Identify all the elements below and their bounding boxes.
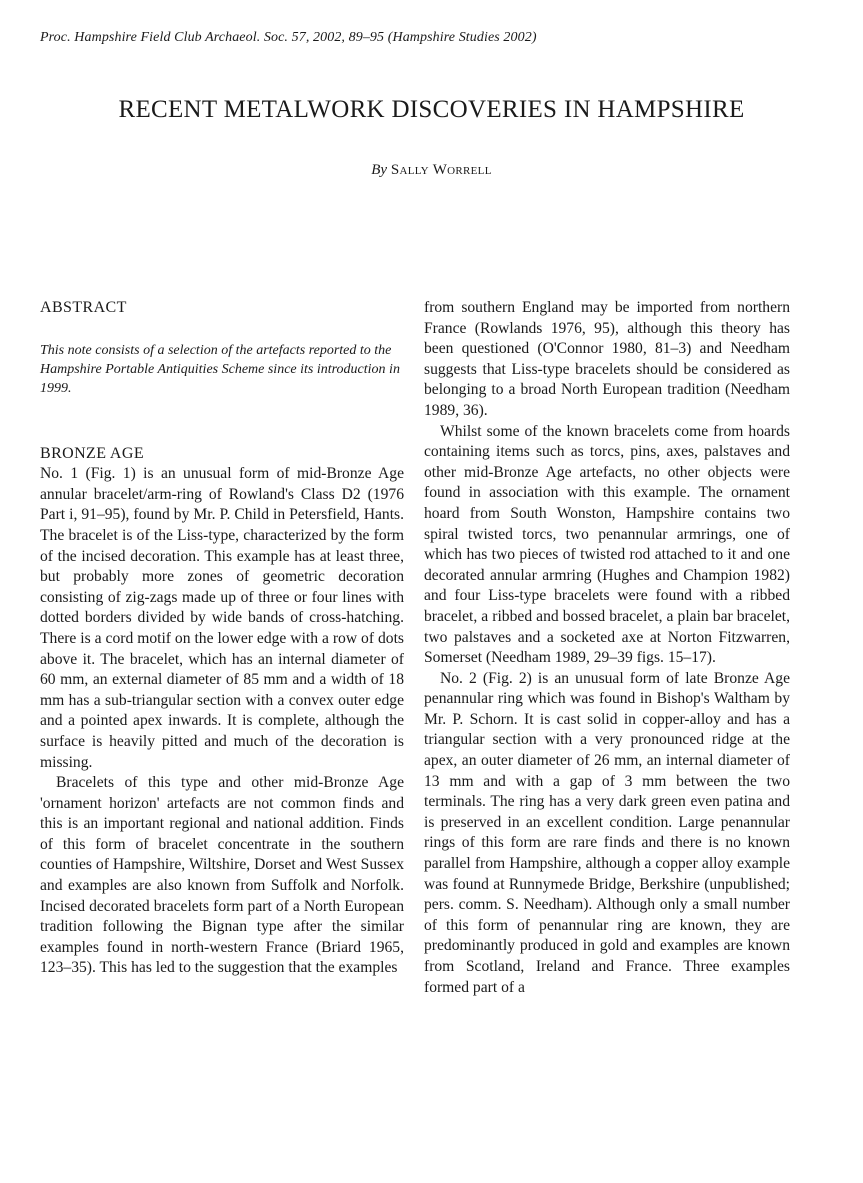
section-heading: BRONZE AGE — [40, 444, 144, 462]
right-column — [424, 298, 790, 998]
paragraph: from southern England may be imported from northern France (Rowlands 1976, 95), although this theory has been questioned (O'Connor 1980, 81–3) and Needham suggests that Liss-type bracelets should be considered as belonging to a broad North European tradition (Needham 1989, 36). — [424, 299, 790, 419]
byline — [0, 162, 863, 179]
abstract-heading: ABSTRACT — [40, 299, 127, 316]
running-head: Proc. Hampshire Field Club Archaeol. Soc. 57, 2002, 89–95 (Hampshire Studies 2002) — [40, 30, 537, 45]
paragraph: Bracelets of this type and other mid-Bronze Age 'ornament horizon' artefacts are not common finds and this is an important regional and national addition. Finds of this form of bracelet concentrate in the southern counties of Hampshire, Wiltshire, Dorset and West Sussex and examples are also known from Suffolk and Norfolk. Incised decorated bracelets form part of a North European tradition following the Bignan type after the similar examples found in north-western France (Briard 1965, 123–35). This has led to the suggestion that the examples — [40, 774, 404, 977]
paragraph: No. 1 (Fig. 1) is an unusual form of mid-Bronze Age annular bracelet/arm-ring of Rowland's Class D2 (1976 Part i, 91–95), found by Mr. P. Child in Petersfield, Hants. The bracelet is of the Liss-type, characterized by the form of the incised decoration. This example has at least three, but probably more zones of geometric decoration consisting of zig-zags made up of three or four lines with dotted borders divided by wide bands of cross-hatching. There is a cord motif on the lower edge with a row of dots above it. The bracelet, which has an internal diameter of 60 mm, an external diameter of 85 mm and a width of 18 mm has a sub-triangular section with a convex outer edge and a pointed apex inwards. It is complete, although the surface is heavily pitted and much of the decoration is missing. — [40, 465, 404, 771]
author-name: Sally Worrell — [390, 162, 492, 178]
article-title: RECENT METALWORK DISCOVERIES IN HAMPSHIRE — [118, 96, 745, 123]
byline-by: By — [371, 162, 388, 178]
paragraph: Whilst some of the known bracelets come from hoards containing items such as torcs, pins, axes, palstaves and other mid-Bronze Age artefacts, no other objects were found in association with this example. The ornament hoard from South Wonston, Hampshire contains two spiral twisted torcs, two penannular armrings, one of which has two pieces of twisted rod attached to it and one decorated annular armring (Hughes and Champion 1982) and four Liss-type bracelets were found with a ribbed bracelet, a ribbed and bossed bracelet, a plain bar bracelet, two palstaves and a socketed axe at Norton Fitzwarren, Somerset (Needham 1989, 29–39 figs. 15–17). — [424, 422, 790, 667]
left-column — [40, 298, 404, 979]
paragraph: No. 2 (Fig. 2) is an unusual form of late Bronze Age penannular ring which was found in Bishop's Waltham by Mr. P. Schorn. It is cast solid in copper-alloy and has a triangular section with a very pronounced ridge at the apex, an outer diameter of 26 mm, an internal diameter of 13 mm and with a gap of 3 mm between the two terminals. The ring has a very dark green even patina and is preserved in an excellent condition. Large penannular rings of this form are rare finds and there is no known parallel from Hampshire, although a copper alloy example was found at Runnymede Bridge, Berkshire (unpublished; pers. comm. S. Needham). Although only a small number of this form of penannular ring are known, they are predominantly produced in gold and examples are known from Scotland, Ireland and France. Three examples formed part of a — [424, 669, 790, 996]
abstract-text: This note consists of a selection of the artefacts reported to the Hampshire Portable Antiquities Scheme since its introduction in 1999. — [40, 342, 400, 396]
